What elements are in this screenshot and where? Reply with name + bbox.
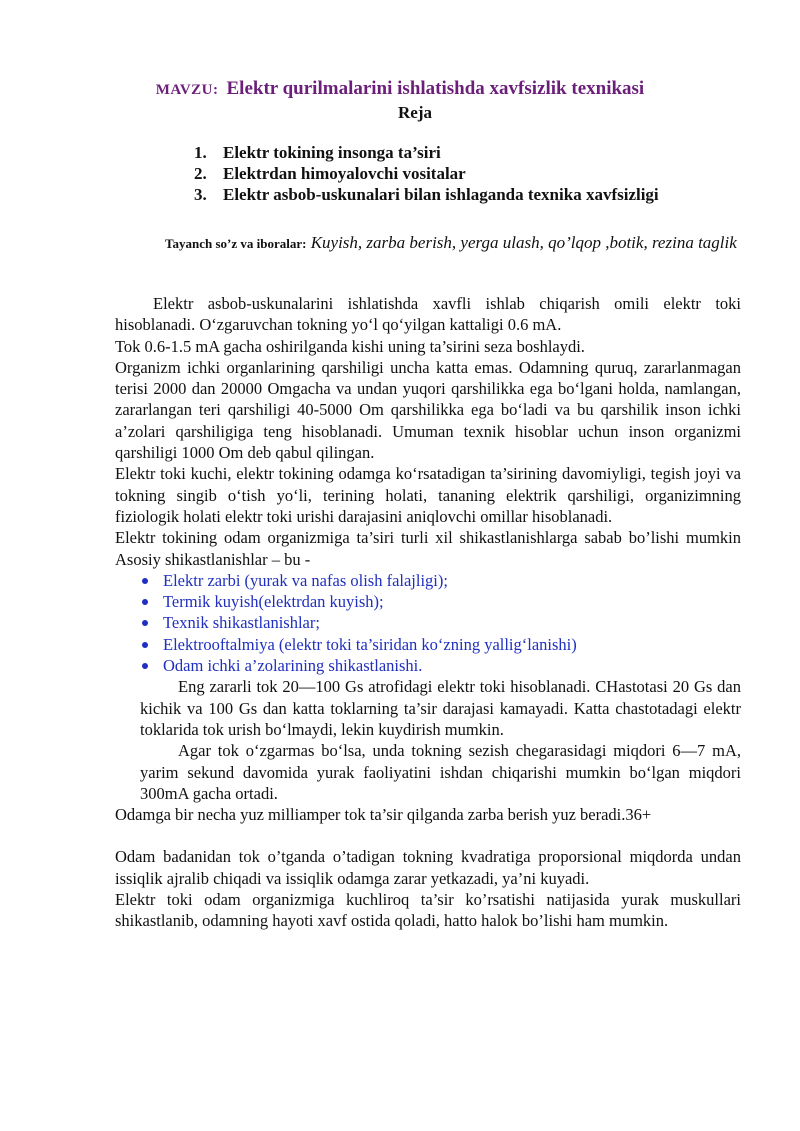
keywords-label: Tayanch so’z va iboralar: bbox=[165, 236, 307, 251]
paragraph: Elektr tokining odam organizmiga ta’siri turli xil shikastlanishlarga sabab bo’lishi mumkin Asosiy shikastlanishlar – bu - bbox=[115, 528, 741, 569]
paragraph: Odam badanidan tok o’tganda o’tadigan tokning kvadratiga proporsional miqdorda undan issiqlik ajralib chiqadi va issiqlik odamga zarar yetkazadi, ya’ni kuyadi. bbox=[115, 847, 741, 888]
document-body bbox=[115, 293, 741, 932]
plan-item-text: Elektr asbob-uskunalari bilan ishlaganda texnika xavfsizligi bbox=[223, 185, 659, 204]
hazard-item: Termik kuyish(elektrdan kuyish); bbox=[140, 591, 741, 612]
plan-item bbox=[194, 184, 659, 205]
plan-item-number: 1. bbox=[194, 143, 207, 162]
hazard-item: Odam ichki a’zolarining shikastlanishi. bbox=[140, 655, 741, 676]
plan-item bbox=[194, 163, 659, 184]
keywords-value: Kuyish, zarba berish, yerga ulash, qo’lqop ,botik, rezina taglik bbox=[310, 233, 737, 252]
plan-item bbox=[194, 142, 659, 163]
paragraph: Agar tok o‘zgarmas bo‘lsa, unda tokning sezish chegarasidagi miqdori 6—7 mA, yarim sekund davomida yurak faoliyatini ishdan chiqarishi mumkin bo‘lgan miqdori 300mA gacha ortadi. bbox=[140, 741, 741, 803]
spacer bbox=[115, 825, 741, 846]
paragraph: Eng zararli tok 20—100 Gs atrofidagi elektr toki hisoblanadi. CHastotasi 20 Gs dan kichik va 100 Gs dan katta toklarning ta’sir darajasi kamayadi. Katta chastotadagi elektr toklarida tok urish bo‘lmaydi, lekin kuydirish mumkin. bbox=[140, 677, 741, 739]
plan-item-number: 2. bbox=[194, 164, 207, 183]
paragraph: Organizm ichki organlarining qarshiligi uncha katta emas. Odamning quruq, zararlanmagan terisi 2000 dan 20000 Omgacha va undan yuqori qarshilikka ega bo‘lgani holda, namlangan, zararlangan teri qarshiligi 40-5000 Om qarshilikka ega bo‘ladi va bu qarshilik inson ichki a’zolari qarshiligiga teng hisoblanadi. Umuman texnik hisoblar uchun inson organizmi qarshiligi 1000 Om deb qabul qilingan. bbox=[115, 357, 741, 463]
paragraph: Tok 0.6-1.5 mA gacha oshirilganda kishi uning ta’sirini seza boshlaydi. bbox=[115, 336, 585, 356]
plan-item-number: 3. bbox=[194, 185, 207, 204]
paragraph: Elektr toki odam organizmiga kuchliroq ta’sir ko’rsatishi natijasida yurak muskullari shikastlanib, odamning hayoti xavf ostida qoladi, hatto halok bo’lishi ham mumkin. bbox=[115, 890, 741, 931]
hazard-list bbox=[115, 570, 741, 676]
keywords bbox=[115, 232, 741, 255]
plan-heading: Reja bbox=[398, 103, 432, 122]
hazard-item: Elektr zarbi (yurak va nafas olish falajligi); bbox=[140, 570, 741, 591]
document-title bbox=[0, 77, 800, 102]
paragraph: Odamga bir necha yuz milliamper tok ta’sir qilganda zarba berish yuz beradi.36+ bbox=[115, 805, 652, 825]
title-label: MAVZU: bbox=[155, 82, 219, 98]
paragraph: Elektr asbob-uskunalarini ishlatishda xavfli ishlab chiqarish omili elektr toki hisoblanadi. O‘zgaruvchan tokning yo‘l qo‘yilgan kattaligi 0.6 mA. bbox=[115, 294, 741, 335]
hazard-item: Texnik shikastlanishlar; bbox=[140, 612, 741, 633]
plan-item-text: Elektr tokining insonga ta’siri bbox=[223, 143, 441, 162]
title-text: Elektr qurilmalarini ishlatishda xavfsizlik texnikasi bbox=[226, 78, 645, 99]
paragraph: Elektr toki kuchi, elektr tokining odamga ko‘rsatadigan ta’sirining davomiyligi, tegish joyi va tokning singib o‘tish yo‘li, terining holati, tananing elektrik qarshiligi, organizimning fiziologik holati elektr toki urishi darajasini aniqlovchi omillar hisoblanadi. bbox=[115, 464, 741, 526]
hazard-item: Elektrooftalmiya (elektr toki ta’siridan ko‘zning yallig‘lanishi) bbox=[140, 634, 741, 655]
plan-item-text: Elektrdan himoyalovchi vositalar bbox=[223, 164, 466, 183]
plan-list bbox=[194, 142, 659, 205]
